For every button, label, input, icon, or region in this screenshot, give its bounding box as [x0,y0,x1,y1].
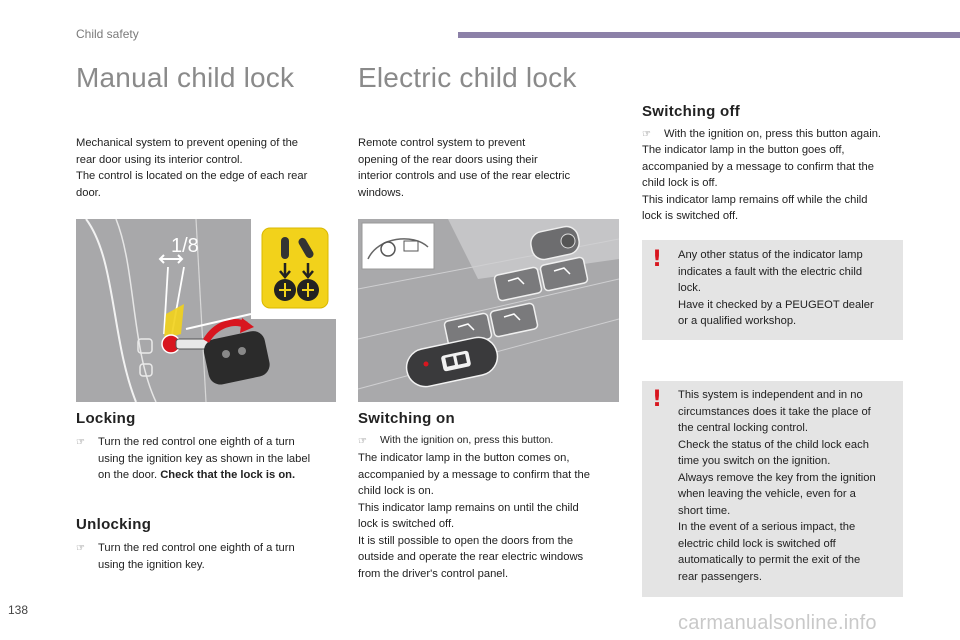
instruction-line: Turn the red control one eighth of a turn [98,436,295,448]
warning-line: Always remove the key from the ignition [678,471,876,484]
warning-line: the central locking control. [678,422,808,434]
detail-line: child lock is off. [642,177,718,189]
detail-line: The indicator lamp in the button comes on, [358,452,570,464]
warning-line: lock. [678,282,702,294]
intro-line: The control is located on the edge of each rear [76,170,308,182]
watermark: carmanualsonline.info [678,612,877,634]
manual-child-lock-title: Manual child lock [76,62,295,93]
intro-line: Mechanical system to prevent opening of the [76,137,299,149]
manual-child-lock-illustration [76,219,336,402]
manual-intro [76,135,346,201]
electric-child-lock-title: Electric child lock [358,62,577,93]
door-panel-drawing [358,219,619,402]
fault-warning-box [642,240,903,340]
intro-line: windows. [358,186,405,199]
pointer-bullet-icon: ☞ [76,437,85,448]
switching-off-instruction [642,126,912,144]
warning-line: short time. [678,504,731,517]
warning-line: In the event of a serious impact, the [678,521,856,533]
detail-line: It is still possible to open the doors from the [358,534,574,547]
detail-line: child lock is on. [358,485,434,497]
detail-line: accompanied by a message to confirm that the [642,160,874,173]
switching-on-details [358,450,623,582]
instruction-line: With the ignition on, press this button again. [664,128,882,140]
detail-line: outside and operate the rear electric windows [358,551,584,563]
intro-line: interior controls and use of the rear electric [358,170,571,182]
unlocking-heading: Unlocking [76,516,152,533]
detail-line: This indicator lamp remains off while the child [642,193,868,206]
door-edge-drawing [76,219,336,402]
detail-line: accompanied by a message to confirm that the [358,468,590,481]
switching-off-details [642,142,912,225]
fault-warning-text [678,247,897,330]
instruction-line: using the ignition key. [98,558,205,571]
pointer-bullet-icon: ☞ [642,129,651,140]
detail-line: The indicator lamp in the button goes off, [642,144,845,156]
check-lock-emphasis: Check that the lock is on. [160,469,296,481]
warning-line: rear passengers. [678,570,762,583]
instruction-line: Turn the red control one eighth of a turn [98,542,295,554]
intro-line: Remote control system to prevent [358,137,526,149]
intro-line: rear door using its interior control. [76,153,243,166]
electric-child-lock-illustration [358,219,619,402]
header-accent-bar [458,32,960,38]
warning-line: electric child lock is switched off [678,537,836,550]
intro-line: door. [76,186,101,199]
switching-on-instruction [358,433,623,451]
pointer-bullet-icon: ☞ [358,436,367,447]
warning-line: or a qualified workshop. [678,315,797,327]
page-number: 138 [8,603,29,617]
warning-line: Any other status of the indicator lamp [678,249,863,261]
warning-line: Have it checked by a PEUGEOT dealer [678,298,874,311]
unlocking-instruction [76,540,338,573]
detail-line: lock is switched off. [642,210,739,222]
fraction-label: 1/8 [171,235,199,257]
warning-line: when leaving the vehicle, even for a [678,488,856,500]
switching-off-heading: Switching off [642,103,741,120]
warning-line: circumstances does it take the place of [678,405,871,418]
intro-line: opening of the rear doors using their [358,153,538,166]
warning-line: automatically to permit the exit of the [678,554,861,566]
detail-line: This indicator lamp remains on until the child [358,501,579,514]
warning-line: indicates a fault with the electric child [678,265,863,278]
switching-on-heading: Switching on [358,410,455,427]
warning-exclamation-icon: ! [652,387,663,412]
locking-instruction [76,434,338,484]
section-title: Child safety [76,27,139,41]
locking-heading: Locking [76,410,136,427]
instruction-line: using the ignition key as shown in the label [98,452,311,465]
warning-exclamation-icon: ! [652,247,663,272]
detail-line: lock is switched off. [358,518,455,530]
warning-line: time you switch on the ignition. [678,455,831,467]
warning-line: This system is independent and in no [678,389,863,401]
pointer-bullet-icon: ☞ [76,543,85,554]
instruction-line: With the ignition on, press this button. [380,435,554,446]
system-warning-text [678,387,897,585]
instruction-line: on the door. [98,469,161,481]
warning-line: Check the status of the child lock each [678,438,869,451]
system-warning-box [642,381,903,597]
electric-intro [358,135,618,201]
detail-line: from the driver's control panel. [358,567,509,580]
